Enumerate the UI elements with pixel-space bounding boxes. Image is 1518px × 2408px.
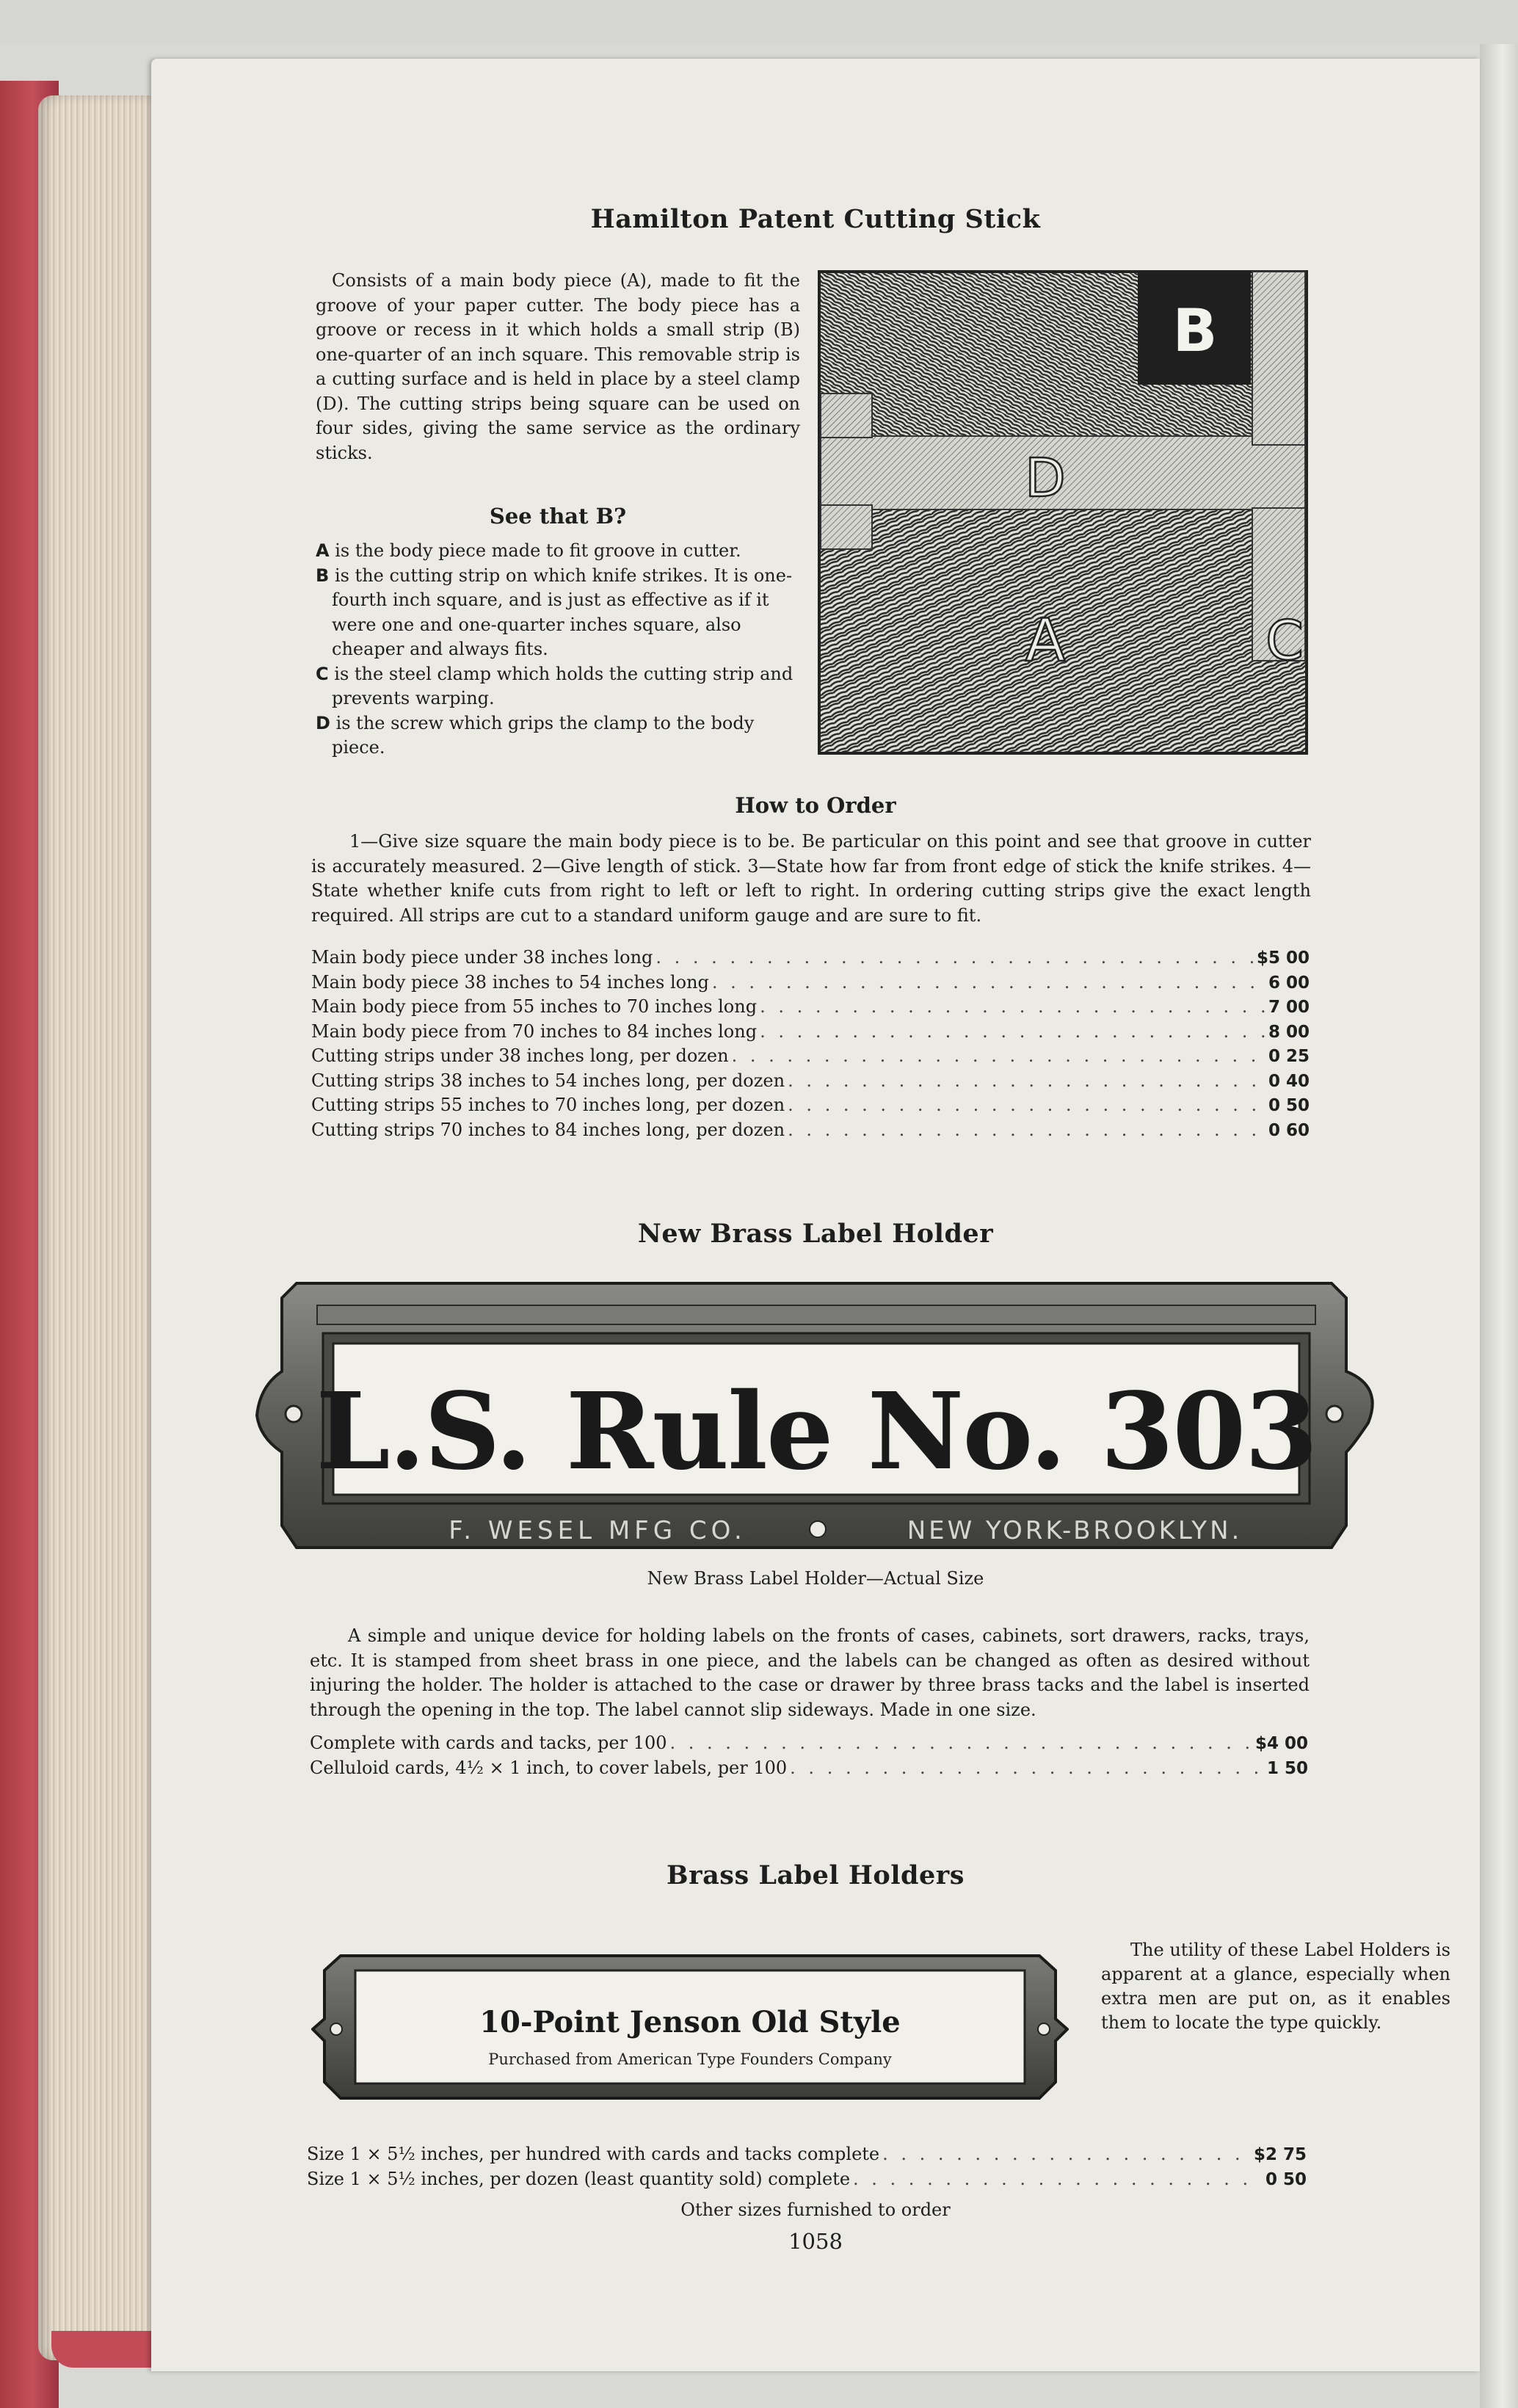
maker-stamp-right: NEW YORK-BROOKLYN. <box>907 1516 1243 1545</box>
price-value: 8 00 <box>1268 1022 1310 1042</box>
definition-c <box>316 662 800 711</box>
small-tack-hole-right <box>1038 2023 1050 2035</box>
leader-dots <box>788 1070 1265 1091</box>
price-row <box>311 1045 1310 1070</box>
section-title-new-brass-label-holder: New Brass Label Holder <box>637 1219 994 1249</box>
definition-b <box>316 564 800 662</box>
definition-key: C <box>316 663 329 684</box>
price-label: Complete with cards and tacks, per 100 <box>310 1733 667 1753</box>
price-label: Main body piece from 55 inches to 70 inches long <box>311 996 758 1017</box>
cutting-stick-diagram <box>818 270 1308 755</box>
facing-page-edge <box>1480 44 1518 2408</box>
price-value: 0 60 <box>1268 1120 1310 1140</box>
tack-hole-left <box>286 1406 302 1422</box>
book-page <box>151 59 1480 2371</box>
clamp-right-upper <box>1252 272 1305 445</box>
price-value: 0 40 <box>1268 1071 1310 1091</box>
leader-dots <box>882 2144 1251 2164</box>
price-label: Cutting strips 55 inches to 70 inches long, per dozen <box>311 1095 785 1115</box>
price-row <box>307 2169 1307 2194</box>
maker-stamp-left: F. WESEL MFG CO. <box>448 1516 747 1545</box>
label-holders-price-list <box>307 2144 1307 2193</box>
price-row <box>310 1758 1308 1783</box>
section-title-brass-label-holders: Brass Label Holders <box>667 1860 965 1890</box>
brass-label-holder-illustration <box>253 1276 1374 1555</box>
small-label-line2: Purchased from American Type Founders Company <box>488 2050 892 2068</box>
figure-label-b: B <box>1172 297 1218 365</box>
leader-dots <box>712 972 1265 993</box>
price-label: Cutting strips 70 inches to 84 inches long, per dozen <box>311 1119 785 1140</box>
price-label: Size 1 × 5½ inches, per dozen (least quantity sold) complete <box>307 2168 851 2189</box>
price-row <box>307 2144 1307 2169</box>
clamp-left-tab-lower <box>821 505 872 549</box>
tack-hole-center <box>810 1521 826 1537</box>
definition-text: is the steel clamp which holds the cutting strip and prevents warping. <box>332 663 794 708</box>
tack-hole-right <box>1326 1406 1343 1422</box>
leader-dots <box>760 1021 1265 1042</box>
price-label: Size 1 × 5½ inches, per hundred with cards and tacks complete <box>307 2144 880 2164</box>
figure-label-c: C <box>1265 609 1304 672</box>
page-number: 1058 <box>788 2229 843 2254</box>
price-row <box>311 947 1310 972</box>
holder-top-lip <box>317 1305 1315 1324</box>
holder-caption: New Brass Label Holder—Actual Size <box>647 1568 984 1589</box>
background-top <box>0 0 1518 44</box>
leader-dots <box>760 996 1265 1017</box>
price-row <box>311 996 1310 1021</box>
cutting-stick-intro <box>316 269 800 465</box>
section-title-cutting-stick: Hamilton Patent Cutting Stick <box>590 204 1041 234</box>
holder-price-list <box>310 1733 1308 1782</box>
holder-description: A simple and unique device for holding labels on the fronts of cases, cabinets, sort drawers, racks, trays, etc. It is stamped from sheet brass in one piece, and the labels can be changed as often as desired without injuring the holder. The holder is attached to the case or drawer by three brass tacks and the label is inserted through the opening in the top. The label cannot slip sideways. Made in one size. <box>310 1625 1310 1720</box>
price-value: 7 00 <box>1268 998 1310 1017</box>
price-row <box>311 1095 1310 1120</box>
price-row <box>311 1120 1310 1145</box>
utility-note <box>1101 1938 1450 2035</box>
figure-label-a: A <box>1025 606 1066 675</box>
price-label: Cutting strips under 38 inches long, per dozen <box>311 1045 729 1066</box>
price-label: Main body piece from 70 inches to 84 inches long <box>311 1020 758 1042</box>
cover-corner <box>51 2331 161 2368</box>
leader-dots <box>790 1758 1264 1778</box>
definition-key: A <box>316 540 330 561</box>
price-row <box>311 972 1310 997</box>
price-label: Celluloid cards, 4½ × 1 inch, to cover labels, per 100 <box>310 1757 788 1778</box>
price-row <box>311 1070 1310 1095</box>
leader-dots <box>788 1120 1265 1140</box>
cutting-stick-price-list <box>311 947 1310 1144</box>
price-value: $5 00 <box>1256 949 1310 968</box>
price-value: $4 00 <box>1254 1734 1308 1753</box>
definition-list <box>316 539 800 761</box>
subheading-see-that-b: See that B? <box>489 504 627 529</box>
price-label: Main body piece 38 inches to 54 inches long <box>311 971 709 993</box>
clamp-left-tab <box>821 394 872 438</box>
definition-text: is the screw which grips the clamp to the body piece. <box>332 712 755 758</box>
small-tack-hole-left <box>330 2023 342 2035</box>
leader-dots <box>656 947 1254 968</box>
intro-paragraph: Consists of a main body piece (A), made to fit the groove of your paper cutter. The body piece has a groove or recess in it which holds a small strip (B) one-quarter of an inch square. This removable strip is a cutting surface and is held in place by a steel clamp (D). The cutting strips being square can be used on four sides, giving the same service as the ordinary sticks. <box>316 270 800 463</box>
price-row <box>310 1733 1308 1758</box>
price-value: 1 50 <box>1266 1758 1308 1778</box>
definition-text: is the body piece made to fit groove in cutter. <box>335 540 741 561</box>
leader-dots <box>670 1733 1252 1753</box>
utility-text: The utility of these Label Holders is apparent at a glance, especially when extra men are put on, as it enables them to locate the type quickly. <box>1101 1940 1450 2033</box>
price-value: 0 25 <box>1268 1047 1310 1066</box>
definition-text: is the cutting strip on which knife strikes. It is one-fourth inch square, and is just as effective as if it were one and one-quarter inches square, also cheaper and always fits. <box>332 565 793 659</box>
definition-d <box>316 711 800 761</box>
how-to-order-heading: How to Order <box>735 793 896 818</box>
price-value: 0 50 <box>1265 2169 1307 2189</box>
definition-a <box>316 539 800 564</box>
leader-dots <box>853 2169 1263 2189</box>
price-label: Cutting strips 38 inches to 54 inches long, per dozen <box>311 1070 785 1091</box>
leader-dots <box>788 1095 1265 1115</box>
definition-key: B <box>316 565 330 586</box>
label-card-text: L.S. Rule No. 303 <box>316 1369 1317 1493</box>
figure-label-d: D <box>1025 447 1066 509</box>
price-label: Main body piece under 38 inches long <box>311 947 653 968</box>
page-edges <box>38 95 152 2360</box>
price-value: 6 00 <box>1268 973 1310 993</box>
leader-dots <box>732 1045 1265 1066</box>
how-to-order-text: 1—Give size square the main body piece is to be. Be particular on this point and see that groove in cutter is accurately measured. 2—Give length of stick. 3—State how far from front edge of stick the knife strikes. 4—State whether knife cuts from right to left or left to right. In ordering cutting strips give the exact length required. All strips are cut to a standard uniform gauge and are sure to fit. <box>311 831 1311 926</box>
price-value: $2 75 <box>1253 2145 1307 2164</box>
small-label-holder-illustration <box>311 1938 1069 2114</box>
price-value: 0 50 <box>1268 1096 1310 1115</box>
price-row <box>311 1021 1310 1046</box>
definition-key: D <box>316 712 330 733</box>
small-label-line1: 10-Point Jenson Old Style <box>479 2005 901 2039</box>
other-sizes-note: Other sizes furnished to order <box>680 2200 951 2220</box>
